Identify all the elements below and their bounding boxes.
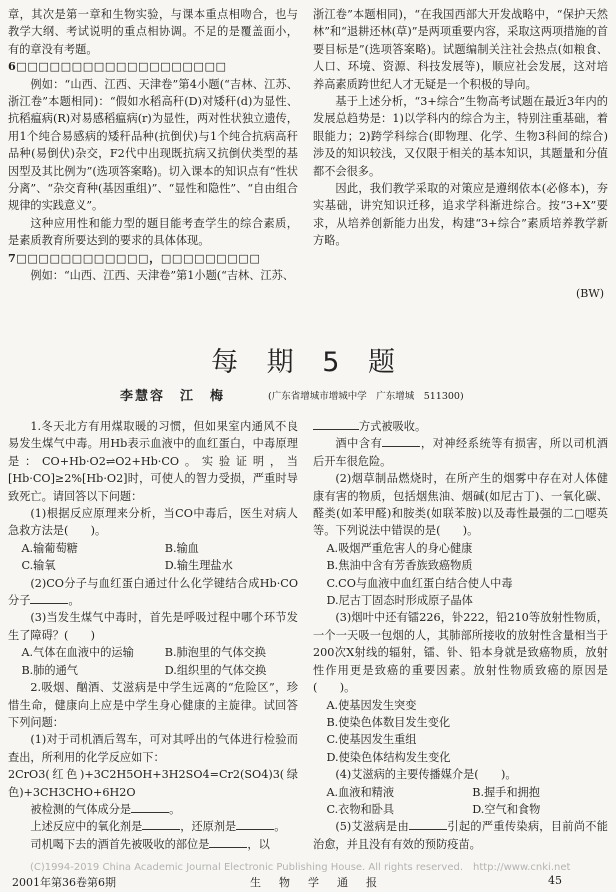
question-text: 方式被吸收。 [359, 420, 427, 433]
question-2-stem: 2.吸烟、酗酒、艾滋病是中学生远离的“危险区”，珍惜生命，健康向上应是中学生身心健康的主旋律。试回答下列问题： [8, 681, 298, 729]
answer-blank [409, 818, 447, 830]
section-heading-7: 7□□□□□□□□□□□□，□□□□□□□□□ [8, 250, 261, 265]
question-2-part-1: (1)对于司机酒后驾车，可对其呼出的气体进行检验而查出，所利用的化学反应如下： [8, 733, 298, 764]
page-number: 45 [548, 874, 562, 887]
option-b: B.肺泡里的气体交换 [164, 646, 266, 660]
question-2-part-2: (2)烟草制品燃烧时，在所产生的烟雾中存在对人体健康有害的物质，包括烟焦油、烟碱(如尼古丁)、一氧化碳、醛类(如苯甲醛)和胺类(如联苯胺)以及毒性最强的二□噁英等。下列说法中错误的是( )。 [313, 472, 608, 538]
paragraph: 基于上述分析，“3+综合”生物高考试题在最近3年内的发展总趋势是：1)以学科内的综合为主，特别注重基础，着眼能力；2)跨学科综合(即物理、化学、生物3科间的综合)涉及的知识较浅，又仅限于相关的基本知识，其题量和分值都不会很多。 [313, 95, 608, 178]
option-a: A.血液和精液 [326, 785, 395, 799]
options-row [8, 540, 298, 557]
top-right-column [313, 6, 608, 250]
question-text: 酒中含有 [335, 437, 383, 451]
option-d: D.使染色体结构发生变化 [326, 750, 451, 764]
author-signature: (BW) [576, 287, 604, 300]
question-line: 上述反应中的氧化剂是 ，还原剂是 。 [30, 820, 286, 834]
option-a: A.气体在血液中的运输 [21, 646, 134, 660]
answer-blank [30, 592, 68, 604]
question-text: (2)CO分子与血红蛋白通过什么化学键结合成Hb·CO分子 [8, 576, 298, 608]
options-row [313, 801, 608, 818]
question-text: (5)艾滋病是由 [335, 820, 410, 834]
paragraph: 浙江卷”本题相同)，“在我国西部大开发战略中，“保护天然林”和“退耕还林(草)”是两项重要内容，采取这两项措施的首要目标是”(选项答案略)。试题编制关注社会热点(如粮食、人口、环境、资源、科技发展等)，顺应社会发展，这对培养高素质跨世纪人才无疑是一个积极的导向。 [313, 8, 608, 91]
option-d: D.空气和食物 [472, 802, 541, 816]
option-a: A.吸烟严重危害人的身心健康 [326, 541, 473, 555]
options-row [8, 644, 298, 661]
question-line [313, 435, 608, 470]
answer-blank [382, 435, 420, 447]
journal-name: 生物学通报 [250, 876, 395, 889]
option-d: D.尼古丁固态时形成原子晶体 [326, 594, 473, 608]
option-d: D.组织里的气体交换 [164, 663, 267, 677]
page-footer [0, 872, 616, 892]
answer-blank [313, 418, 359, 430]
option-c: C.输氧 [21, 559, 56, 573]
paragraph: 例如：“山西、江西、天津卷”第4小题(“吉林、江苏、浙江卷”本题相同)：“假如水稻高秆(D)对矮秆(d)为显性、抗稻瘟病(R)对易感稻瘟病(r)为显性，两对性状独立遗传，用1个纯合易感病的矮秆品种(抗倒伏)与1个纯合抗病高秆品种(易倒伏)杂交，F2代中出现既抗病又抗倒伏类型的基因型及其比例为”(选项答案略)。切入课本的知识点有“性状分离”、“杂交育种(基因重组)”、“显性和隐性”、“自由组合规律的实践意义”。 [8, 77, 298, 213]
option-b: B.握手和拥抱 [472, 785, 540, 799]
option-c: C.CO与血液中血红蛋白结合使人中毒 [326, 576, 513, 590]
options-row [8, 557, 298, 574]
option-c: C.衣物和卧具 [326, 802, 395, 816]
question-text: ，以 [247, 837, 270, 851]
question-line [8, 836, 298, 853]
chemical-equation: 2CrO3(红色)+3C2H5OH+3H2SO4=Cr2(SO4)3(绿色)+3CH3CHO+6H2O [8, 768, 298, 799]
copyright-watermark: (C)1994-2019 China Academic Journal Electronic Publishing House. All rights reserved. http://www.cnki.net [30, 862, 571, 873]
article-title: 每 期 5 题 [211, 347, 405, 378]
article-authors: 李慧容 江 梅 [120, 389, 226, 404]
option-b: B.使染色体数目发生变化 [326, 715, 451, 729]
paragraph: 例如：“山西、江西、天津卷”第1小题(“吉林、江苏、 [30, 269, 294, 283]
question-text: ，还原剂是 [180, 820, 237, 834]
question-line: 被检测的气体成分是 。 [30, 802, 181, 816]
options-row [313, 784, 608, 801]
option-b: B.焦油中含有芳香族致癌物质 [326, 559, 473, 573]
question-text: 司机喝下去的酒首先被吸收的部位是 [30, 837, 210, 851]
section-heading-6: 6□□□□□□□□□□□□□□□□□□□ [8, 59, 227, 74]
options-row [8, 662, 298, 679]
option-a: A.输葡萄糖 [21, 541, 78, 555]
question-1-stem: 1.冬天北方有用煤取暖的习惯，但如果室内通风不良易发生煤气中毒。用Hb表示血液中的血红蛋白，中毒原理是：CO+Hb·O2⇌O2+Hb·CO。实验证明，当[Hb·CO]≥2%[Hb·O2]时，可使人的智力受损，严重时导致死亡。请回答以下问题： [8, 420, 298, 503]
answer-blank [142, 818, 180, 830]
question-text: 上述反应中的氧化剂是 [30, 820, 143, 834]
question-text: ，对神经系统等有损害，所以司机酒后开车很危险。 [313, 437, 608, 468]
option-c: B.肺的通气 [21, 663, 78, 677]
journal-issue: 2001年第36卷第6期 [12, 876, 116, 889]
answer-blank [236, 818, 274, 830]
question-2-part-4: (4)艾滋病的主要传播媒介是( )。 [335, 768, 517, 782]
bottom-right-column [313, 418, 608, 853]
top-left-column [8, 6, 298, 285]
option-a: A.使基因发生突变 [326, 698, 417, 712]
paragraph: 章，其次是第一章和生物实验，与课本重点相吻合，也与教学大纲、考试说明的重点相协调。不足的是覆盖面小，有的章没有考题。 [8, 8, 298, 56]
paragraph: 这种应用性和能力型的题目能考查学生的综合素质，是素质教育所要达到的要求的具体体现。 [8, 216, 298, 248]
answer-blank [209, 836, 247, 848]
question-text: 引起的严重传染病，目前尚不能治愈，并且没有有效的预防疫苗。 [313, 820, 608, 851]
author-affiliation: (广东省增城市增城中学 广东增城 511300) [268, 391, 464, 402]
bottom-left-column [8, 418, 298, 853]
question-text: 被检测的气体成分是 [30, 802, 132, 816]
paragraph: 因此，我们教学采取的对策应是遵纲依本(必修本)，夯实基础，讲究知识迁移，追求学科渐进综合。按“3+X”要求，从培养创新能力出发，构建“3+综合”素质培养教学新方略。 [313, 182, 608, 248]
question-1-part-1: (1)根据反应原理来分析，当CO中毒后，医生对病人急救方法是( )。 [8, 507, 298, 538]
answer-blank [131, 801, 169, 813]
option-d: D.输生理盐水 [164, 559, 233, 573]
option-b: B.输血 [164, 541, 199, 555]
option-c: C.使基因发生重组 [326, 733, 417, 747]
question-1-part-3: (3)当发生煤气中毒时，首先是呼吸过程中哪个环节发生了障碍？( ) [8, 611, 298, 642]
question-1-part-2: (2)CO分子与血红蛋白通过什么化学键结合成Hb·CO分子 。 [8, 576, 298, 608]
question-line [313, 418, 608, 435]
question-2-part-5 [313, 818, 608, 853]
question-2-part-3: (3)烟叶中还有镭226，钋222，铅210等放射性物质，一个一天吸一包烟的人，其肺部所接收的放射性含量相当于200次X射线的辐射，镭、钋、铅本身就是致癌物质，放射性作用更是致癌的重要因素。放射性物质致癌的原因是( )。 [313, 611, 608, 695]
